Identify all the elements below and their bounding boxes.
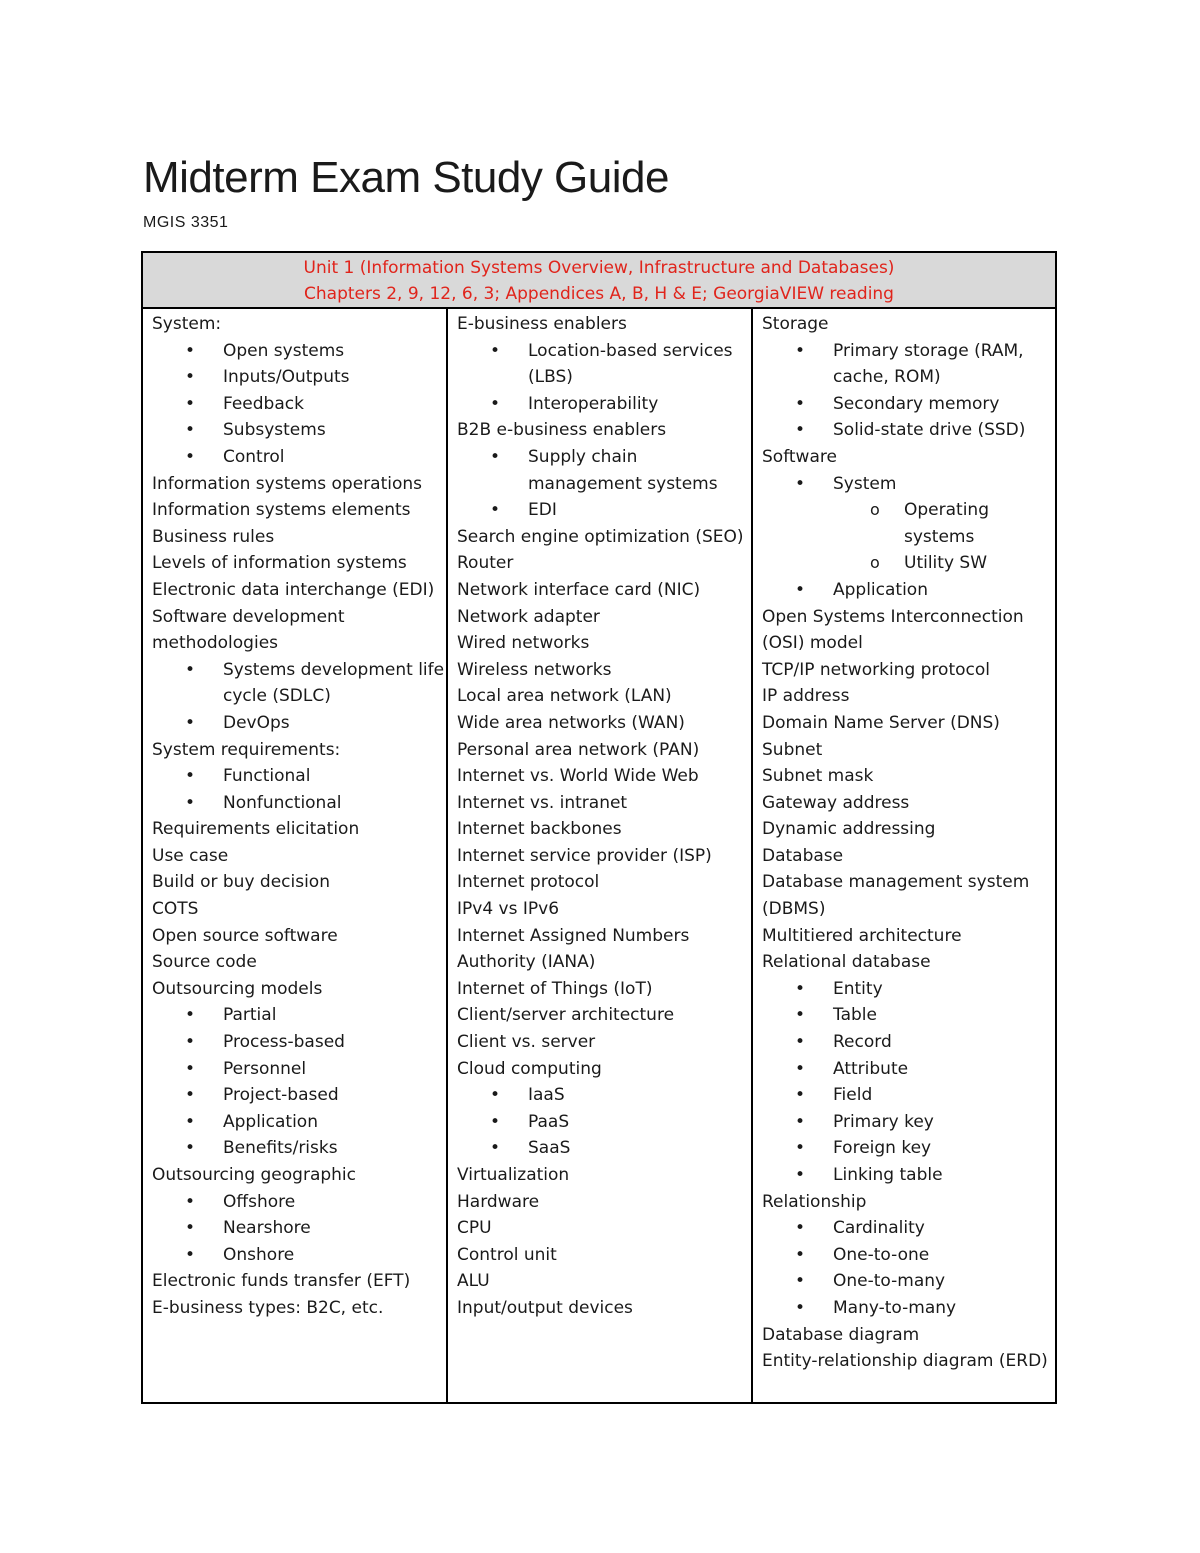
topic-item: System: [152,314,222,334]
topic-item: E-business enablers [457,314,627,334]
subtopic-item: • One-to-one [762,1242,1055,1269]
study-guide-table [141,251,1057,1404]
topic-item: Outsourcing geographic [152,1165,356,1185]
topic-item: Control unit [457,1244,557,1265]
subtopic-item: • Functional [152,763,446,790]
topic-item: Virtualization [457,1165,570,1185]
topic-item: Electronic data interchange (EDI) [152,579,435,600]
topic-item: Local area network (LAN) [457,686,672,707]
topic-item: Cloud computing [457,1058,602,1079]
subtopic-item: • Many-to-many [762,1295,1055,1322]
topic-item: Network adapter [457,606,600,627]
subtopic-item: • Field [762,1082,1055,1109]
topic-item: Open Systems Interconnection (OSI) model [762,606,1024,654]
topic-item: Relational database [762,952,931,973]
subtopic-item: • Partial [152,1002,446,1029]
subtopic-item: • Secondary memory [762,391,1055,418]
topic-item: Internet service provider (ISP) [457,845,712,866]
topic-item: E-business types: B2C, etc. [152,1297,384,1318]
column-1 [143,309,448,1402]
column-2 [448,309,753,1402]
subtopic-item: • Table [762,1002,1055,1029]
subtopic-item: o Operating systems [762,497,1055,550]
topic-item: Build or buy decision [152,872,330,893]
subtopic-item: • Cardinality [762,1215,1055,1242]
topic-item: Database [762,845,844,866]
topic-item: Network interface card (NIC) [457,579,701,600]
topic-item: Internet vs. intranet [457,792,628,813]
topic-item: Open source software [152,925,338,946]
topic-item: Database management system (DBMS) [762,872,1030,920]
topic-item: Business rules [152,526,275,547]
subtopic-item: • Primary key [762,1109,1055,1136]
topic-item: Gateway address [762,792,910,813]
topic-item: IP address [762,686,850,707]
topic-item: CPU [457,1218,492,1239]
subtopic-item: • Project-based [152,1082,446,1109]
unit-title: Unit 1 (Information Systems Overview, Infrastructure and Databases) [303,258,895,278]
subtopic-item: • Attribute [762,1056,1055,1083]
topic-item: Search engine optimization (SEO) [457,526,744,547]
topic-item: IPv4 vs IPv6 [457,899,560,920]
topic-item: Internet vs. World Wide Web [457,766,699,787]
topic-item: Electronic funds transfer (EFT) [152,1271,411,1292]
subtopic-item: • Nearshore [152,1215,446,1242]
subtopic-item: • SaaS [457,1135,751,1162]
subtopic-item: • Offshore [152,1189,446,1216]
topic-item: Internet protocol [457,872,600,893]
subtopic-item: • IaaS [457,1082,751,1109]
subtopic-item: • Location-based services (LBS) [457,338,751,391]
topic-item: Requirements elicitation [152,819,360,840]
topic-item: Source code [152,952,257,973]
subtopic-item: • Interoperability [457,391,751,418]
subtopic-item: • Benefits/risks [152,1135,446,1162]
unit-header [143,253,1055,309]
topic-item: Wireless networks [457,659,612,680]
topic-item: COTS [152,899,199,920]
topic-item: Internet Assigned Numbers Authority (IANA) [457,925,690,973]
subtopic-item: • Personnel [152,1056,446,1083]
topic-item: Domain Name Server (DNS) [762,712,1000,733]
subtopic-item: • Linking table [762,1162,1055,1189]
subtopic-item: • Systems development life cycle (SDLC) [152,657,446,710]
topic-item: Wide area networks (WAN) [457,712,685,733]
subtopic-item: • Subsystems [152,417,446,444]
topic-item: ALU [457,1271,490,1292]
subtopic-item: • Nonfunctional [152,790,446,817]
topic-item: Personal area network (PAN) [457,739,700,760]
subtopic-item: • DevOps [152,710,446,737]
topic-item: Storage [762,314,829,334]
subtopic-item: o Utility SW [762,550,1055,577]
topic-item: Software [762,446,837,467]
subtopic-item: • EDI [457,497,751,524]
subtopic-item: • Feedback [152,391,446,418]
unit-readings: Chapters 2, 9, 12, 6, 3; Appendices A, B, H & E; GeorgiaVIEW reading [304,284,894,304]
topic-item: Dynamic addressing [762,819,936,840]
topic-item: Relationship [762,1191,867,1212]
page-title: Midterm Exam Study Guide [143,153,669,202]
subtopic-item: • Open systems [152,338,446,365]
subtopic-item: • Inputs/Outputs [152,364,446,391]
topic-item: B2B e-business enablers [457,420,667,441]
subtopic-item: • Supply chain management systems [457,444,751,497]
subtopic-item: • Process-based [152,1029,446,1056]
column-3 [753,309,1055,1402]
subtopic-item: • Foreign key [762,1135,1055,1162]
topic-item: Subnet [762,739,823,760]
subtopic-item: • Primary storage (RAM, cache, ROM) [762,338,1055,391]
topic-item: Router [457,553,514,574]
topic-item: Information systems operations [152,473,423,494]
topic-item: TCP/IP networking protocol [762,659,990,680]
topic-item: Database diagram [762,1324,920,1345]
topic-item: Multitiered architecture [762,925,962,946]
subtopic-item: • Application [152,1109,446,1136]
subtopic-item: • Onshore [152,1242,446,1269]
topic-item: Information systems elements [152,500,411,521]
topic-item: Levels of information systems [152,553,407,574]
topic-item: Client/server architecture [457,1005,675,1026]
topic-item: Internet of Things (IoT) [457,978,653,999]
topic-item: System requirements: [152,739,341,760]
subtopic-item: • Entity [762,976,1055,1003]
topic-item: Outsourcing models [152,978,323,999]
topic-item: Internet backbones [457,819,622,840]
topic-item: Use case [152,845,229,866]
topic-item: Hardware [457,1191,540,1212]
topic-item: Software development methodologies [152,606,345,654]
topic-item: Input/output devices [457,1297,633,1318]
topic-item: Subnet mask [762,766,874,787]
topic-item: Wired networks [457,633,590,654]
subtopic-item: • PaaS [457,1109,751,1136]
topic-item: Entity-relationship diagram (ERD) [762,1351,1048,1372]
subtopic-item: • One-to-many [762,1268,1055,1295]
subtopic-item: • Control [152,444,446,471]
subtopic-item: • Application [762,577,1055,604]
subtopic-item: • Solid-state drive (SSD) [762,417,1055,444]
subtopic-item: • Record [762,1029,1055,1056]
course-code: MGIS 3351 [143,214,229,231]
topic-item: Client vs. server [457,1032,596,1053]
subtopic-item: • System [762,471,1055,498]
